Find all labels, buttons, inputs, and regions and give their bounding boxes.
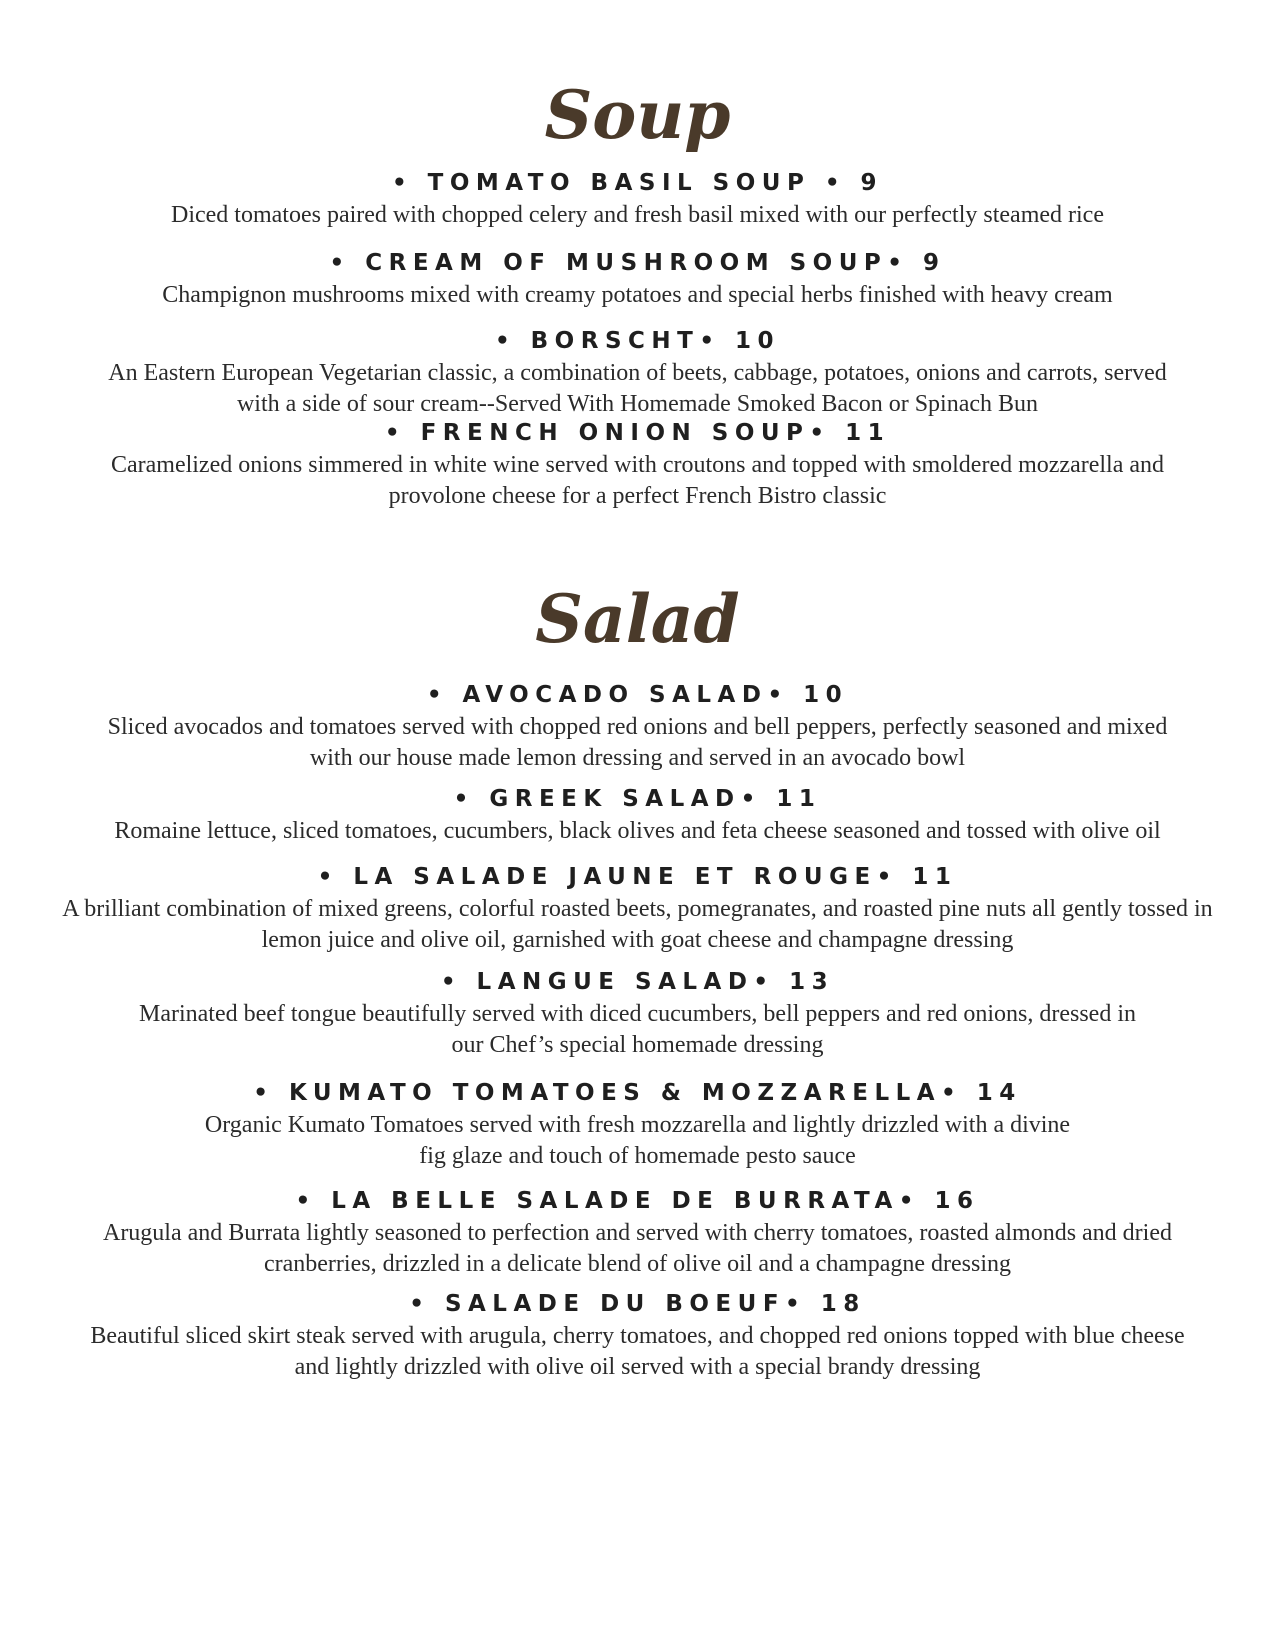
item-name: • LANGUE SALAD• 13 [440,969,835,995]
menu-item-la-belle-salade-de-burrata [40,1186,1235,1280]
item-description: Caramelized onions simmered in white wine served with croutons and topped with smoldered mozzarella and provolone cheese for a perfect French Bistro classic [110,452,1165,509]
menu-item-kumato-tomatoes-mozzarella [40,1078,1235,1172]
item-name: • AVOCADO SALAD• 10 [426,682,849,708]
item-name: • BORSCHT• 10 [494,328,781,354]
menu-item-avocado-salad [40,680,1235,774]
menu-item-greek-salad [40,784,1235,847]
menu-item-tomato-basil-soup [40,168,1235,231]
menu-item-cream-of-mushroom-soup [40,248,1235,311]
item-name: • CREAM OF MUSHROOM SOUP• 9 [329,250,946,276]
salad-section-title: Salad [535,580,740,658]
item-description: Champignon mushrooms mixed with creamy potatoes and special herbs finished with heavy cream [162,282,1113,308]
item-description: Sliced avocados and tomatoes served with chopped red onions and bell peppers, perfectly seasoned and mixed with our house made lemon dressing and served in an avocado bowl [107,714,1168,771]
item-name: • SALADE DU BOEUF• 18 [409,1291,866,1317]
item-description: Diced tomatoes paired with chopped celery and fresh basil mixed with our perfectly steamed rice [171,202,1104,228]
soup-section-title: Soup [544,76,731,154]
menu-item-langue-salad [40,967,1235,1061]
item-name: • GREEK SALAD• 11 [453,786,822,812]
item-description: A brilliant combination of mixed greens, colorful roasted beets, pomegranates, and roasted pine nuts all gently tossed in lemon juice and olive oil, garnished with goat cheese and champagne dressing [62,896,1213,953]
item-description: Marinated beef tongue beautifully served with diced cucumbers, bell peppers and red onions, dressed in our Chef’s special homemade dressing [138,1001,1137,1058]
item-description: Beautiful sliced skirt steak served with arugula, cherry tomatoes, and chopped red onions topped with blue cheese and lightly drizzled with olive oil served with a special brandy dressing [90,1323,1185,1380]
item-name: • TOMATO BASIL SOUP • 9 [391,170,884,196]
item-description: An Eastern European Vegetarian classic, a combination of beets, cabbage, potatoes, onions and carrots, served with a side of sour cream--Served With Homemade Smoked Bacon or Spinach Bun [108,360,1167,417]
item-name: • FRENCH ONION SOUP• 11 [384,420,891,446]
menu-item-la-salade-jaune-et-rouge [40,862,1235,956]
item-name: • KUMATO TOMATOES & MOZZARELLA• 14 [253,1080,1022,1106]
item-name: • LA SALADE JAUNE ET ROUGE• 11 [317,864,958,890]
item-description: Arugula and Burrata lightly seasoned to perfection and served with cherry tomatoes, roasted almonds and dried cranberries, drizzled in a delicate blend of olive oil and a champagne dressing [102,1220,1172,1277]
menu-item-borscht [40,326,1235,420]
item-name: • LA BELLE SALADE DE BURRATA• 16 [295,1188,980,1214]
menu-item-salade-du-boeuf [40,1289,1235,1383]
item-description: Romaine lettuce, sliced tomatoes, cucumbers, black olives and feta cheese seasoned and tossed with olive oil [114,818,1161,844]
menu-item-french-onion-soup [40,418,1235,512]
item-description: Organic Kumato Tomatoes served with fresh mozzarella and lightly drizzled with a divine fig glaze and touch of homemade pesto sauce [204,1112,1071,1169]
